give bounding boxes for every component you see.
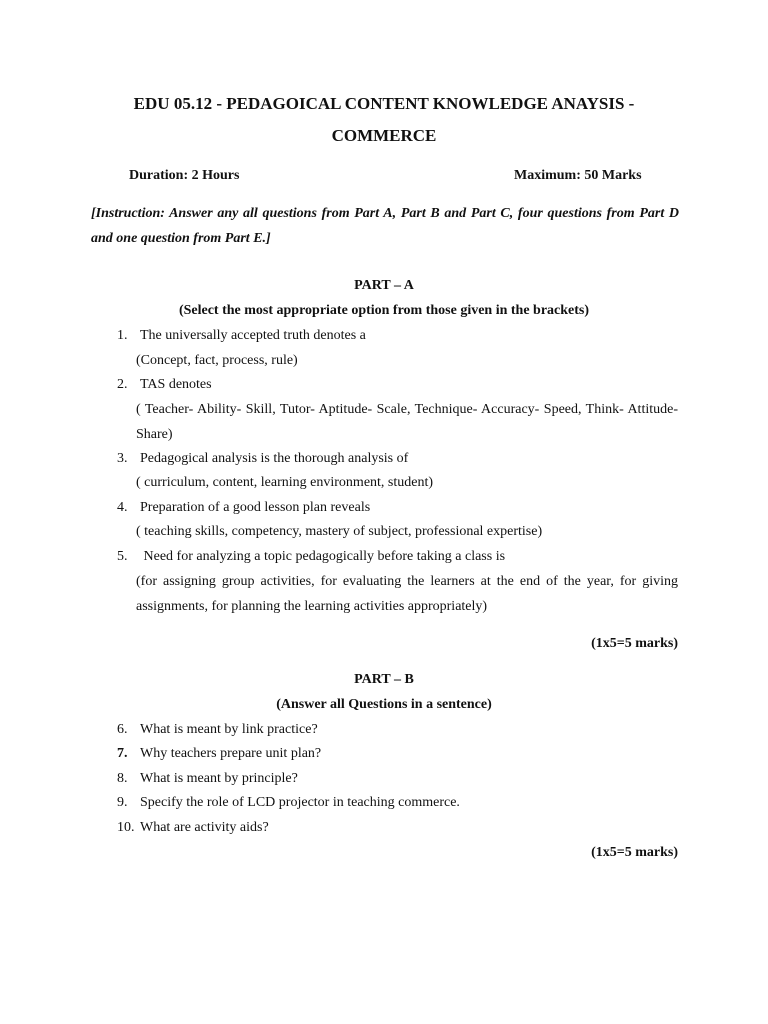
- question-number: 9.: [117, 795, 128, 810]
- question-text: What is meant by principle?: [140, 771, 298, 786]
- question-number: 8.: [117, 771, 128, 786]
- part-b-marks: (1x5=5 marks): [591, 845, 678, 860]
- question-text: What is meant by link practice?: [140, 722, 318, 737]
- paper-title-line2: COMMERCE: [331, 126, 437, 145]
- part-a-marks: (1x5=5 marks): [591, 636, 678, 651]
- question-options: (Concept, fact, process, rule): [136, 353, 298, 368]
- question-text: Pedagogical analysis is the thorough analysis of: [140, 451, 409, 466]
- question-number: 2.: [117, 377, 128, 392]
- question-number: 3.: [117, 451, 128, 466]
- part-a-subheading: (Select the most appropriate option from those given in the brackets): [178, 303, 590, 318]
- part-b-heading: PART – B: [354, 672, 414, 687]
- question-text: Why teachers prepare unit plan?: [140, 746, 322, 761]
- question-number: 10.: [117, 820, 135, 835]
- question-number: 4.: [117, 500, 128, 515]
- question-text: Specify the role of LCD projector in teaching commerce.: [140, 795, 460, 810]
- question-number: 6.: [117, 722, 128, 737]
- question-options: ( Teacher- Ability- Skill, Tutor- Aptitude- Scale, Technique- Accuracy- Speed, Think- Attitude- Share): [136, 402, 678, 442]
- question-text: Need for analyzing a topic pedagogically before taking a class is: [140, 549, 506, 564]
- question-text: Preparation of a good lesson plan reveals: [140, 500, 371, 515]
- question-options: ( teaching skills, competency, mastery of subject, professional expertise): [136, 524, 543, 539]
- question-options: ( curriculum, content, learning environment, student): [136, 475, 434, 490]
- question-number: 7.: [117, 746, 128, 761]
- instruction-text: [Instruction: Answer any all questions from Part A, Part B and Part C, four questions from Part D and one question from Part E.]: [91, 206, 679, 246]
- question-number: 1.: [117, 328, 128, 343]
- part-b-subheading: (Answer all Questions in a sentence): [276, 697, 492, 712]
- paper-title-line1: EDU 05.12 - PEDAGOICAL CONTENT KNOWLEDGE ANAYSIS -: [133, 94, 635, 113]
- question-text: What are activity aids?: [140, 820, 269, 835]
- question-options: (for assigning group activities, for evaluating the learners at the end of the year, for giving assignments, for planning the learning activities appropriately): [136, 574, 678, 614]
- question-text: The universally accepted truth denotes a: [140, 328, 366, 343]
- question-number: 5.: [117, 549, 128, 564]
- maximum-marks-label: Maximum: 50 Marks: [514, 168, 642, 183]
- duration-label: Duration: 2 Hours: [129, 168, 240, 183]
- question-text: TAS denotes: [140, 377, 212, 392]
- part-a-heading: PART – A: [354, 278, 414, 293]
